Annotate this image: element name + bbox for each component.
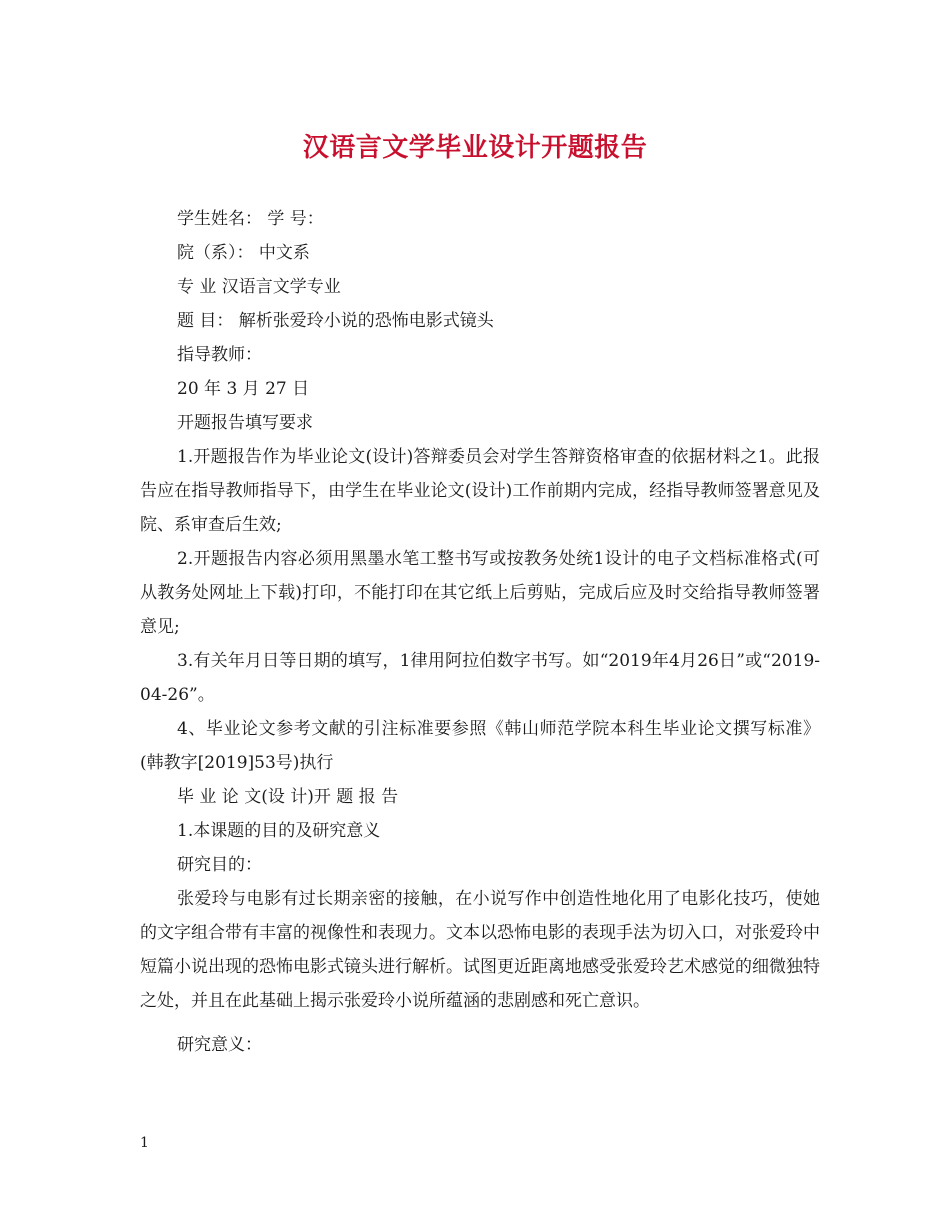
department-line: 院（系）： 中文系 bbox=[177, 243, 310, 263]
requirement-item-4: 4、毕业论文参考文献的引注标准要参照《韩山师范学院本科生毕业论文撰写标准》(韩教字[2019]53号)执行 bbox=[140, 719, 820, 773]
document-title: 汉语言文学毕业设计开题报告 bbox=[302, 133, 648, 163]
requirement-item-3: 3.有关年月日等日期的填写，1律用阿拉伯数字书写。如“2019年4月26日”或“2019-04-26”。 bbox=[140, 651, 820, 705]
document-body bbox=[140, 202, 820, 1062]
advisor-line: 指导教师： bbox=[177, 345, 262, 365]
topic-line: 题 目： 解析张爱玲小说的恐怖电影式镜头 bbox=[177, 311, 494, 331]
significance-label: 研究意义： bbox=[177, 1035, 262, 1055]
requirement-item-2: 2.开题报告内容必须用黑墨水笔工整书写或按教务处统1设计的电子文档标准格式(可从教务处网址上下载)打印，不能打印在其它纸上后剪贴，完成后应及时交给指导教师签署意见; bbox=[140, 549, 820, 637]
section-heading-purpose: 1.本课题的目的及研究意义 bbox=[177, 821, 381, 841]
date-line: 20 年 3 月 27 日 bbox=[177, 379, 310, 399]
report-heading: 毕 业 论 文(设 计)开 题 报 告 bbox=[177, 787, 399, 807]
requirement-item-1: 1.开题报告作为毕业论文(设计)答辩委员会对学生答辩资格审查的依据材料之1。此报告应在指导教师指导下，由学生在毕业论文(设计)工作前期内完成，经指导教师签署意见及院、系审查后生效; bbox=[140, 447, 820, 535]
page-number: 1 bbox=[140, 1135, 149, 1151]
student-info-line: 学生姓名： 学 号： bbox=[177, 209, 324, 229]
major-line: 专 业 汉语言文学专业 bbox=[177, 277, 341, 297]
purpose-label: 研究目的： bbox=[177, 855, 262, 875]
purpose-paragraph: 张爱玲与电影有过长期亲密的接触，在小说写作中创造性地化用了电影化技巧，使她的文字组合带有丰富的视像性和表现力。文本以恐怖电影的表现手法为切入口，对张爱玲中短篇小说出现的恐怖电影式镜头进行解析。试图更近距离地感受张爱玲艺术感觉的细微独特之处，并且在此基础上揭示张爱玲小说所蕴涵的悲剧感和死亡意识。 bbox=[140, 889, 820, 1011]
requirements-heading: 开题报告填写要求 bbox=[177, 413, 313, 433]
